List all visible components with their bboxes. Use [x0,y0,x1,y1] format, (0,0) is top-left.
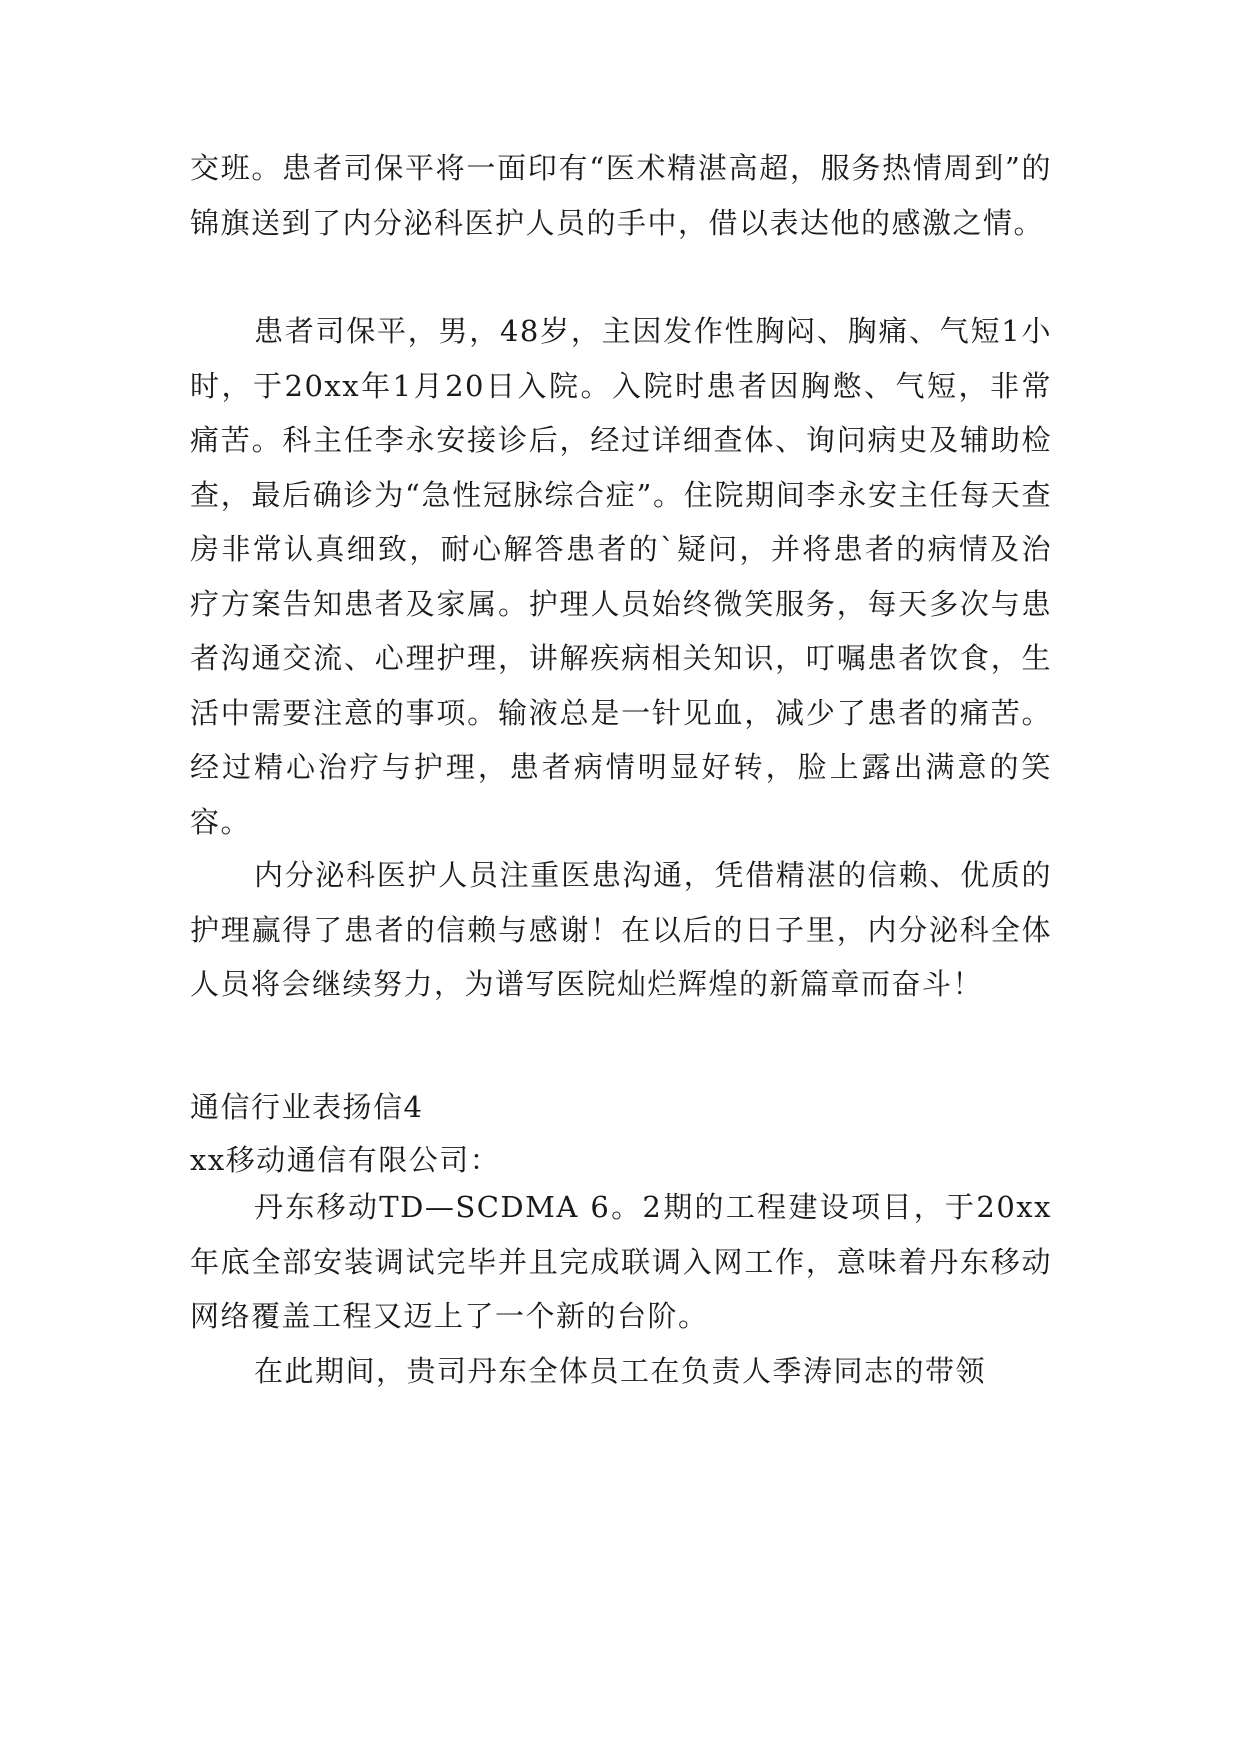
paragraph-conclusion: 内分泌科医护人员注重医患沟通，凭借精湛的信赖、优质的护理赢得了患者的信赖与感谢！在以后的日子里，内分泌科全体人员将会继续努力，为谱写医院灿烂辉煌的新篇章而奋斗！ [190,858,1052,1001]
paragraph-intro: 交班。患者司保平将一面印有“医术精湛高超，服务热情周到”的锦旗送到了内分泌科医护人员的手中，借以表达他的感激之情。 [190,151,1052,240]
letter-paragraph-team: 在此期间，贵司丹东全体员工在负责人季涛同志的带领 [254,1354,987,1388]
paragraph-patient-story: 患者司保平，男，48岁，主因发作性胸闷、胸痛、气短1小时，于20xx年1月20日入院。入院时患者因胸憋、气短，非常痛苦。科主任李永安接诊后，经过详细查体、询问病史及辅助检查，最后确诊为“急性冠脉综合症”。住院期间李永安主任每天查房非常认真细致，耐心解答患者的`疑问，并将患者的病情及治疗方案告知患者及家属。护理人员始终微笑服务，每天多次与患者沟通交流、心理护理，讲解疾病相关知识，叮嘱患者饮食，生活中需要注意的事项。输液总是一针见血，减少了患者的痛苦。经过精心治疗与护理，患者病情明显好转，脸上露出满意的笑容。 [190,314,1052,839]
section-title: 通信行业表扬信4 [190,1090,424,1124]
letter-paragraph-project: 丹东移动TD—SCDMA 6。2期的工程建设项目，于20xx年底全部安装调试完毕并且完成联调入网工作，意味着丹东移动网络覆盖工程又迈上了一个新的台阶。 [190,1190,1052,1333]
letter-salutation: xx移动通信有限公司： [190,1143,501,1177]
